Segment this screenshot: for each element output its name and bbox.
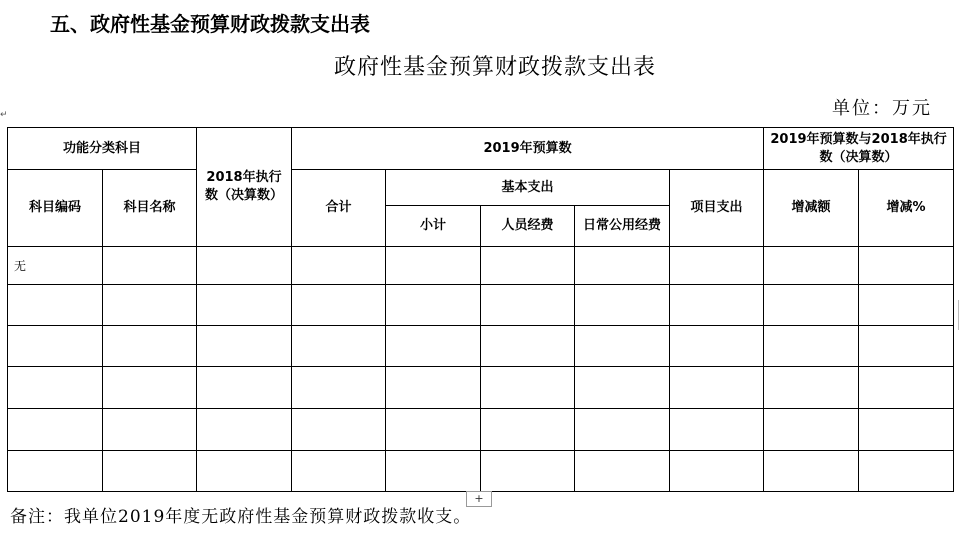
table-cell[interactable]	[103, 451, 197, 492]
table-cell[interactable]	[197, 285, 292, 326]
header-increase-rate: 增减%	[859, 170, 954, 247]
table-cell[interactable]	[386, 409, 481, 451]
header-basic-expenditure: 基本支出	[386, 170, 670, 206]
header-subject-name: 科目名称	[103, 170, 197, 247]
table-cell[interactable]	[386, 247, 481, 285]
table-cell[interactable]	[859, 247, 954, 285]
table-cell[interactable]	[8, 367, 103, 409]
table-cell[interactable]	[103, 285, 197, 326]
header-increase-amount: 增减额	[764, 170, 859, 247]
table-cell[interactable]	[859, 367, 954, 409]
table-cell[interactable]	[197, 451, 292, 492]
table-cell[interactable]	[859, 285, 954, 326]
table-cell[interactable]	[670, 285, 764, 326]
table-cell[interactable]	[670, 247, 764, 285]
table-cell[interactable]	[292, 367, 386, 409]
table-cell[interactable]	[670, 451, 764, 492]
header-functional-classification: 功能分类科目	[8, 128, 197, 170]
table-cell[interactable]: 无	[8, 247, 103, 285]
table-cell[interactable]	[575, 285, 670, 326]
table-cell[interactable]	[764, 285, 859, 326]
header-compare: 2019年预算数与2018年执行数（决算数）	[764, 128, 954, 170]
header-personnel-expenses: 人员经费	[481, 206, 575, 247]
table-cell[interactable]	[481, 247, 575, 285]
table-row	[8, 451, 954, 492]
table-resize-handle[interactable]	[958, 300, 962, 330]
table-cell[interactable]	[670, 409, 764, 451]
table-cell[interactable]	[386, 326, 481, 367]
table-cell[interactable]	[481, 451, 575, 492]
table-cell[interactable]	[103, 367, 197, 409]
table-cell[interactable]	[197, 367, 292, 409]
table-cell[interactable]	[575, 326, 670, 367]
table-row	[8, 247, 954, 285]
header-actual-2018: 2018年执行数（决算数）	[197, 128, 292, 247]
document-title: 政府性基金预算财政拨款支出表	[333, 55, 656, 80]
table-cell[interactable]	[103, 326, 197, 367]
table-cell[interactable]	[670, 326, 764, 367]
add-row-button[interactable]: +	[466, 491, 492, 507]
table-cell[interactable]	[670, 367, 764, 409]
table-cell[interactable]	[292, 285, 386, 326]
unit-label: 单位：万元	[832, 98, 932, 119]
table-cell[interactable]	[764, 409, 859, 451]
table-cell[interactable]	[859, 451, 954, 492]
table-cell[interactable]	[764, 326, 859, 367]
table-cell[interactable]	[481, 326, 575, 367]
header-public-expenses: 日常公用经费	[575, 206, 670, 247]
header-budget-2019: 2019年预算数	[292, 128, 764, 170]
table-cell[interactable]	[575, 367, 670, 409]
table-cell[interactable]	[386, 451, 481, 492]
table-cell[interactable]	[764, 451, 859, 492]
table-cell[interactable]	[764, 247, 859, 285]
table-cell[interactable]	[575, 409, 670, 451]
table-row	[8, 326, 954, 367]
section-heading: 五、政府性基金预算财政拨款支出表	[50, 12, 370, 36]
paragraph-mark-icon: ↵	[0, 110, 8, 120]
table-cell[interactable]	[8, 285, 103, 326]
table-cell[interactable]	[764, 367, 859, 409]
table-cell[interactable]	[197, 247, 292, 285]
table-cell[interactable]	[8, 451, 103, 492]
header-subtotal: 小计	[386, 206, 481, 247]
table-cell[interactable]	[197, 409, 292, 451]
table-cell[interactable]	[859, 326, 954, 367]
table-row	[8, 285, 954, 326]
budget-table	[7, 127, 954, 492]
footnote: 备注：我单位2019年度无政府性基金预算财政拨款收支。	[10, 507, 472, 527]
table-row	[8, 367, 954, 409]
table-cell[interactable]	[292, 247, 386, 285]
table-row	[8, 409, 954, 451]
header-subject-code: 科目编码	[8, 170, 103, 247]
table-cell[interactable]	[8, 326, 103, 367]
table-cell[interactable]	[8, 409, 103, 451]
table-cell[interactable]	[292, 409, 386, 451]
table-cell[interactable]	[386, 285, 481, 326]
table-cell[interactable]	[575, 451, 670, 492]
table-cell[interactable]	[292, 326, 386, 367]
table-cell[interactable]	[292, 451, 386, 492]
table-cell[interactable]	[859, 409, 954, 451]
table-cell[interactable]	[103, 247, 197, 285]
table-cell[interactable]	[481, 367, 575, 409]
header-total: 合计	[292, 170, 386, 247]
table-cell[interactable]	[197, 326, 292, 367]
header-project-expenditure: 项目支出	[670, 170, 764, 247]
table-cell[interactable]	[481, 285, 575, 326]
table-cell[interactable]	[481, 409, 575, 451]
table-cell[interactable]	[575, 247, 670, 285]
table-cell[interactable]	[386, 367, 481, 409]
table-cell[interactable]	[103, 409, 197, 451]
